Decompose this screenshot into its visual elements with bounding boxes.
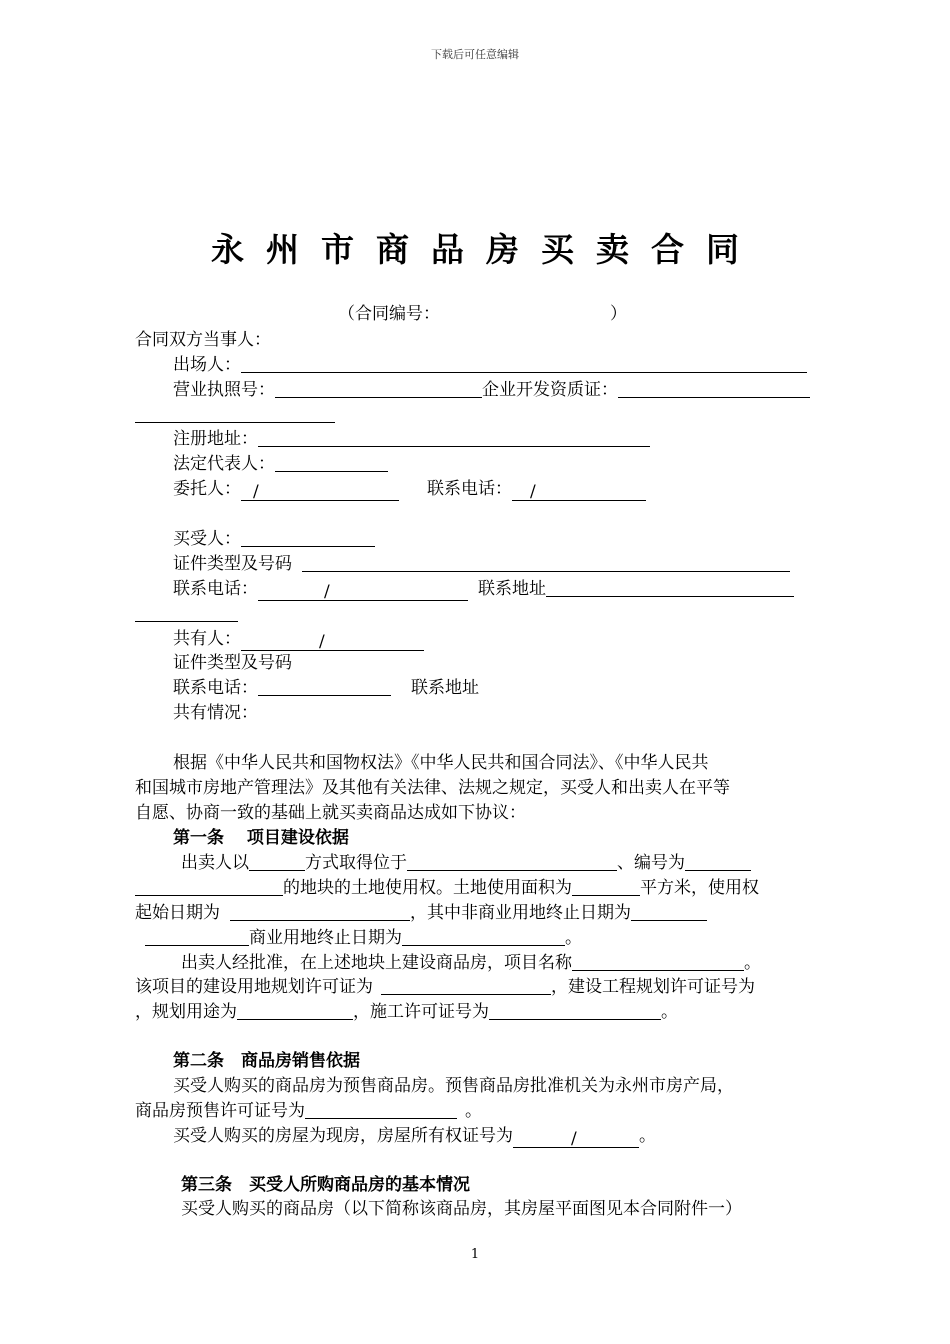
article-1-title: 第一条 项目建设依据 <box>173 828 349 848</box>
buyer-address-field[interactable] <box>546 580 794 597</box>
intro-line-3: 自愿、协商一致的基础上就买卖商品达成如下协议： <box>135 803 526 823</box>
article-1-line-7: ，规划用途为 ，施工许可证号为 。 <box>135 1002 678 1022</box>
reg-address-field[interactable] <box>258 430 650 447</box>
buyer-row: 买受人： <box>173 527 375 551</box>
agent-phone-field[interactable]: / <box>512 484 646 501</box>
planned-use-field[interactable] <box>237 1003 353 1020</box>
qualification-continuation <box>135 403 335 427</box>
article-3-title: 第三条 买受人所购商品房的基本情况 <box>181 1175 470 1195</box>
co-owner-status-row: 共有情况： <box>173 703 258 723</box>
buyer-id-row: 证件类型及号码 <box>173 552 790 576</box>
legal-rep-row: 法定代表人： <box>173 452 388 476</box>
page-header: 下载后可任意编辑 <box>431 48 519 61</box>
license-row: 营业执照号： 企业开发资质证： <box>173 378 810 402</box>
article-1-line-4: 商业用地终止日期为 。 <box>145 926 582 950</box>
contract-title: 永州市商品房买卖合同 <box>211 230 761 269</box>
buyer-field[interactable] <box>241 530 375 547</box>
buyer-id-field[interactable] <box>302 555 790 572</box>
article-2-line-1: 买受人购买的商品房为预售商品房。预售商品房批准机关为永州市房产局， <box>173 1076 734 1096</box>
article-2-title: 第二条 商品房销售依据 <box>173 1051 360 1071</box>
start-date-field[interactable] <box>230 904 410 921</box>
agent-field[interactable]: / <box>241 484 399 501</box>
qualification-field[interactable] <box>618 381 810 398</box>
construction-permit-field[interactable] <box>489 1003 661 1020</box>
buyer-phone-field[interactable]: / <box>258 584 468 601</box>
article-1-line-6: 该项目的建设用地规划许可证为 ，建设工程规划许可证号为 <box>135 977 755 997</box>
project-name-field[interactable] <box>572 954 744 971</box>
co-owner-id-row: 证件类型及号码 <box>173 653 292 673</box>
parcel-number-field[interactable] <box>685 854 751 871</box>
co-owner-contact-row: 联系电话： 联系地址 <box>173 678 479 698</box>
non-commercial-end-date-cont[interactable] <box>145 929 249 946</box>
parties-heading: 合同双方当事人： <box>135 330 271 350</box>
agent-row: 委托人： / 联系电话： / <box>173 477 646 501</box>
article-1-line-1: 出卖人以 方式取得位于 、编号为 <box>181 851 751 875</box>
acquisition-method-field[interactable] <box>249 854 305 871</box>
reg-address-row: 注册地址： <box>173 427 650 451</box>
article-1-line-5: 出卖人经批准，在上述地块上建设商品房，项目名称 。 <box>181 953 761 973</box>
license-field[interactable] <box>275 381 482 398</box>
article-2-line-3: 买受人购买的房屋为现房，房屋所有权证号为 / 。 <box>173 1126 656 1149</box>
page-number: 1 <box>470 1247 480 1262</box>
seller-field[interactable] <box>241 356 807 373</box>
article-1-line-3: 起始日期为 ，其中非商业用地终止日期为 <box>135 901 707 925</box>
co-owner-row: 共有人： / <box>173 627 424 651</box>
intro-line-2: 和国城市房地产管理法》及其他有关法律、法规之规定，买受人和出卖人在平等 <box>135 778 730 798</box>
article-1-line-2: 的地块的土地使用权。土地使用面积为 平方米，使用权 <box>135 876 759 900</box>
seller-row: 出场人： <box>173 353 807 377</box>
land-location-field[interactable] <box>407 854 617 871</box>
buyer-address-field-cont[interactable] <box>135 605 238 622</box>
buyer-contact-row: 联系电话： / 联系地址 <box>173 577 794 601</box>
co-owner-phone-field[interactable] <box>258 679 391 696</box>
qualification-field-cont[interactable] <box>135 406 335 423</box>
non-commercial-end-date-field[interactable] <box>631 904 707 921</box>
article-2-line-2: 商品房预售许可证号为 。 <box>135 1101 482 1121</box>
buyer-address-continuation <box>135 602 238 626</box>
article-3-line-1: 买受人购买的商品房（以下简称该商品房，其房屋平面图见本合同附件一） <box>181 1199 742 1219</box>
commercial-end-date-field[interactable] <box>402 929 565 946</box>
parcel-number-field-cont[interactable] <box>135 879 283 896</box>
land-permit-field[interactable] <box>381 978 551 995</box>
intro-line-1: 根据《中华人民共和国物权法》《中华人民共和国合同法》、《中华人民共 <box>173 753 709 773</box>
co-owner-field[interactable]: / <box>241 634 424 651</box>
land-area-field[interactable] <box>572 879 640 896</box>
ownership-cert-field[interactable]: / <box>513 1131 639 1148</box>
presale-permit-field[interactable] <box>305 1102 457 1119</box>
legal-rep-field[interactable] <box>275 455 388 472</box>
contract-number-label: （合同编号： ） <box>338 304 627 324</box>
